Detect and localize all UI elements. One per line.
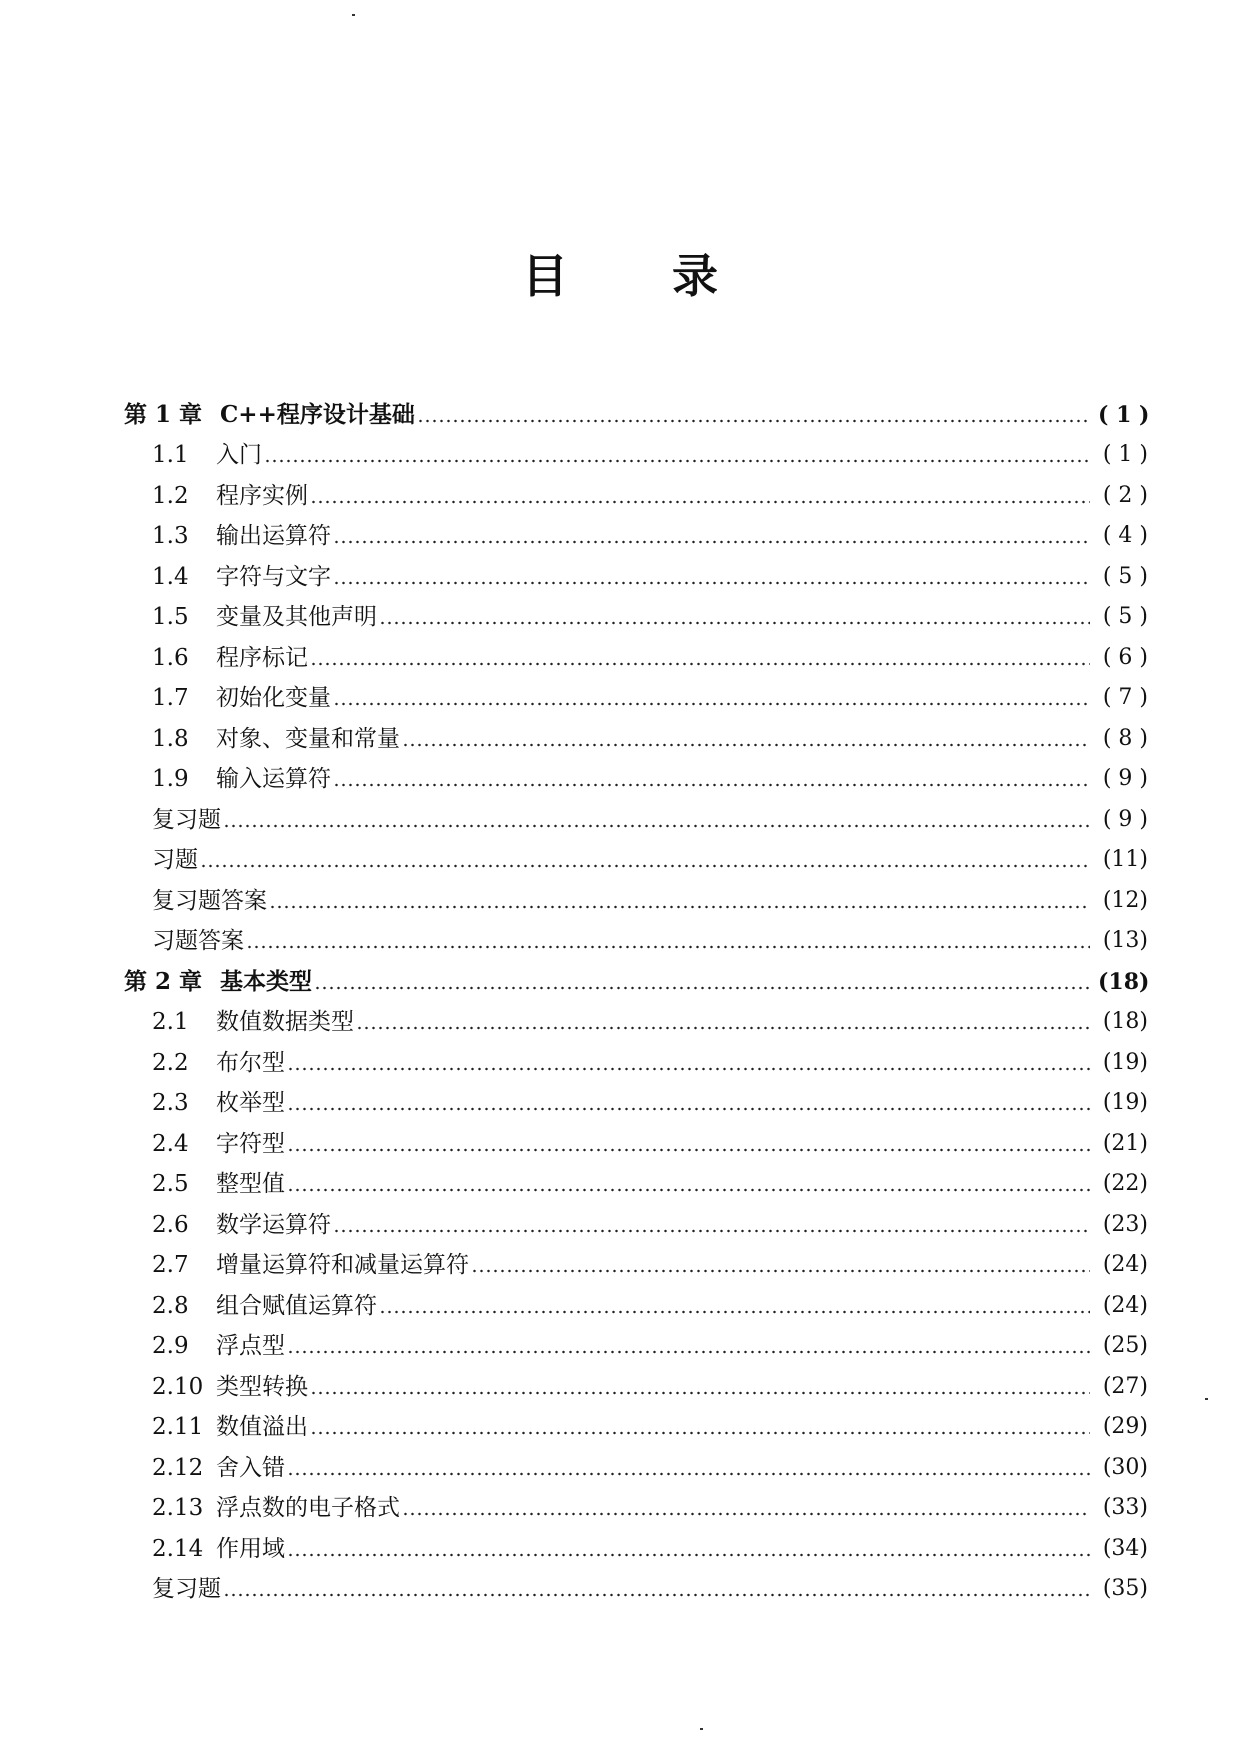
toc-entry (124, 799, 1148, 840)
page-number: ( 6 ) (1102, 644, 1148, 670)
dot-leader (246, 935, 1090, 949)
dot-leader (333, 1219, 1090, 1233)
page-number: ( 9 ) (1102, 766, 1148, 791)
dot-leader (402, 1502, 1090, 1516)
entry-number: 2.8 (152, 1292, 189, 1319)
page-number: (11) (1102, 847, 1148, 872)
entry-number: 2.7 (152, 1252, 189, 1278)
entry-title: 习题 (152, 847, 198, 873)
entry-title: 数值溢出 (216, 1414, 308, 1440)
dot-leader (223, 814, 1090, 828)
dot-leader (310, 652, 1090, 666)
toc-entry (124, 1407, 1148, 1448)
page-number: (21) (1102, 1130, 1148, 1156)
page-number: ( 7 ) (1102, 685, 1148, 710)
title-char: 目 (522, 249, 568, 303)
entry-title: C++程序设计基础 (220, 400, 415, 428)
scan-speck (700, 1728, 703, 1730)
entry-title: 组合赋值运算符 (216, 1292, 377, 1319)
toc-entry (124, 921, 1148, 962)
entry-number: 第 2 章 (124, 967, 203, 995)
toc-entry (124, 597, 1148, 638)
page-number: (34) (1102, 1535, 1148, 1561)
toc-entry (124, 1042, 1148, 1083)
toc-entry (124, 840, 1148, 881)
dot-leader (333, 692, 1090, 706)
entry-number: 2.10 (152, 1373, 204, 1400)
entry-number: 1.4 (152, 563, 189, 590)
dot-leader (287, 1097, 1090, 1111)
page-number: (18) (1098, 968, 1150, 995)
toc-entry (124, 1245, 1148, 1286)
toc-entry (124, 516, 1148, 557)
page-number: (13) (1102, 928, 1148, 953)
entry-number: 2.5 (152, 1171, 189, 1197)
toc-entry (124, 637, 1148, 678)
page-title (0, 240, 1240, 306)
entry-number: 2.9 (152, 1333, 189, 1359)
entry-number: 1.3 (152, 523, 189, 549)
toc-entry (124, 1204, 1148, 1245)
entry-title: 变量及其他声明 (216, 604, 377, 630)
entry-title: 整型值 (216, 1171, 285, 1197)
toc-entry (124, 1569, 1148, 1610)
page-number: ( 8 ) (1102, 725, 1148, 751)
page-number: (30) (1102, 1454, 1148, 1480)
toc-entry (124, 1164, 1148, 1205)
page-number: (27) (1102, 1373, 1148, 1399)
toc-entry (124, 1285, 1148, 1326)
entry-title: 浮点数的电子格式 (216, 1495, 400, 1521)
toc-entry (124, 556, 1148, 597)
entry-number: 2.13 (152, 1495, 204, 1521)
toc-entry (124, 678, 1148, 719)
page-number: (19) (1102, 1090, 1148, 1115)
dot-leader (287, 1543, 1090, 1557)
dot-leader (287, 1340, 1090, 1354)
page-number: ( 2 ) (1102, 482, 1148, 508)
entry-number: 2.1 (152, 1009, 189, 1035)
dot-leader (402, 733, 1090, 747)
dot-leader (310, 1381, 1090, 1395)
toc-entry (124, 880, 1148, 921)
page-number: ( 1 ) (1098, 401, 1150, 428)
entry-title: 初始化变量 (216, 685, 331, 711)
page-number: ( 4 ) (1102, 523, 1148, 548)
scan-speck (352, 14, 355, 16)
table-of-contents (124, 394, 1148, 1609)
dot-leader (379, 611, 1090, 625)
toc-entry (124, 1488, 1148, 1529)
toc-entry (124, 759, 1148, 800)
dot-leader (200, 854, 1090, 868)
page-number: (25) (1102, 1333, 1148, 1358)
entry-number: 1.7 (152, 685, 189, 711)
page-number: ( 5 ) (1102, 604, 1148, 629)
page-number: (24) (1102, 1252, 1148, 1277)
page-number: (19) (1102, 1049, 1148, 1075)
toc-entry (124, 718, 1148, 759)
entry-number: 2.4 (152, 1130, 189, 1157)
entry-title: 程序标记 (216, 644, 308, 671)
dot-leader (264, 449, 1090, 463)
entry-title: 作用域 (216, 1535, 285, 1562)
dot-leader (310, 490, 1090, 504)
dot-leader (333, 773, 1090, 787)
entry-title: 数学运算符 (216, 1211, 331, 1238)
entry-number: 1.2 (152, 482, 189, 509)
entry-title: 输入运算符 (216, 766, 331, 792)
entry-title: 舍入错 (216, 1454, 285, 1481)
page-number: (12) (1102, 887, 1148, 913)
entry-title: 浮点型 (216, 1333, 285, 1359)
toc-chapter-entry (124, 394, 1148, 435)
dot-leader (310, 1421, 1090, 1435)
dot-leader (287, 1178, 1090, 1192)
entry-title: 复习题答案 (152, 887, 267, 914)
entry-title: 类型转换 (216, 1373, 308, 1400)
entry-title: 枚举型 (216, 1090, 285, 1116)
toc-chapter-entry (124, 961, 1148, 1002)
entry-title: 增量运算符和减量运算符 (216, 1252, 469, 1278)
page-number: (18) (1102, 1009, 1148, 1034)
entry-title: 复习题 (152, 1576, 221, 1602)
page-number: (22) (1102, 1171, 1148, 1196)
dot-leader (333, 530, 1090, 544)
entry-number: 1.6 (152, 644, 189, 671)
entry-number: 1.9 (152, 766, 189, 792)
entry-title: 字符与文字 (216, 563, 331, 590)
page-number: (33) (1102, 1495, 1148, 1520)
dot-leader (417, 409, 1090, 423)
page-number: ( 1 ) (1102, 442, 1148, 467)
page-number: (23) (1102, 1211, 1148, 1237)
entry-title: 程序实例 (216, 482, 308, 509)
dot-leader (314, 976, 1090, 990)
entry-number: 1.1 (152, 442, 189, 468)
entry-number: 第 1 章 (124, 400, 203, 428)
toc-entry (124, 1366, 1148, 1407)
toc-entry (124, 1528, 1148, 1569)
entry-number: 2.3 (152, 1090, 189, 1116)
dot-leader (333, 571, 1090, 585)
toc-entry (124, 1447, 1148, 1488)
entry-number: 2.12 (152, 1454, 204, 1481)
entry-title: 复习题 (152, 806, 221, 833)
dot-leader (356, 1016, 1090, 1030)
toc-entry (124, 475, 1148, 516)
entry-title: 习题答案 (152, 928, 244, 954)
toc-entry (124, 1123, 1148, 1164)
dot-leader (223, 1583, 1090, 1597)
entry-number: 1.5 (152, 604, 189, 630)
scan-speck (1205, 1398, 1208, 1400)
title-char: 录 (672, 249, 718, 303)
entry-title: 对象、变量和常量 (216, 725, 400, 752)
entry-title: 字符型 (216, 1130, 285, 1157)
entry-title: 入门 (216, 442, 262, 468)
page-number: ( 9 ) (1102, 806, 1148, 832)
entry-title: 基本类型 (220, 967, 312, 995)
entry-number: 2.11 (152, 1414, 204, 1440)
page-number: ( 5 ) (1102, 563, 1148, 589)
entry-number: 2.2 (152, 1049, 189, 1076)
entry-title: 输出运算符 (216, 523, 331, 549)
page-number: (29) (1102, 1414, 1148, 1439)
entry-number: 2.14 (152, 1535, 204, 1562)
dot-leader (471, 1259, 1090, 1273)
dot-leader (287, 1462, 1090, 1476)
entry-title: 数值数据类型 (216, 1009, 354, 1035)
toc-entry (124, 1083, 1148, 1124)
dot-leader (379, 1300, 1090, 1314)
entry-title: 布尔型 (216, 1049, 285, 1076)
entry-number: 2.6 (152, 1211, 189, 1238)
entry-number: 1.8 (152, 725, 189, 752)
toc-entry (124, 1002, 1148, 1043)
dot-leader (287, 1057, 1090, 1071)
dot-leader (269, 895, 1090, 909)
page-number: (35) (1102, 1576, 1148, 1601)
toc-entry (124, 435, 1148, 476)
dot-leader (287, 1138, 1090, 1152)
page-number: (24) (1102, 1292, 1148, 1318)
toc-entry (124, 1326, 1148, 1367)
